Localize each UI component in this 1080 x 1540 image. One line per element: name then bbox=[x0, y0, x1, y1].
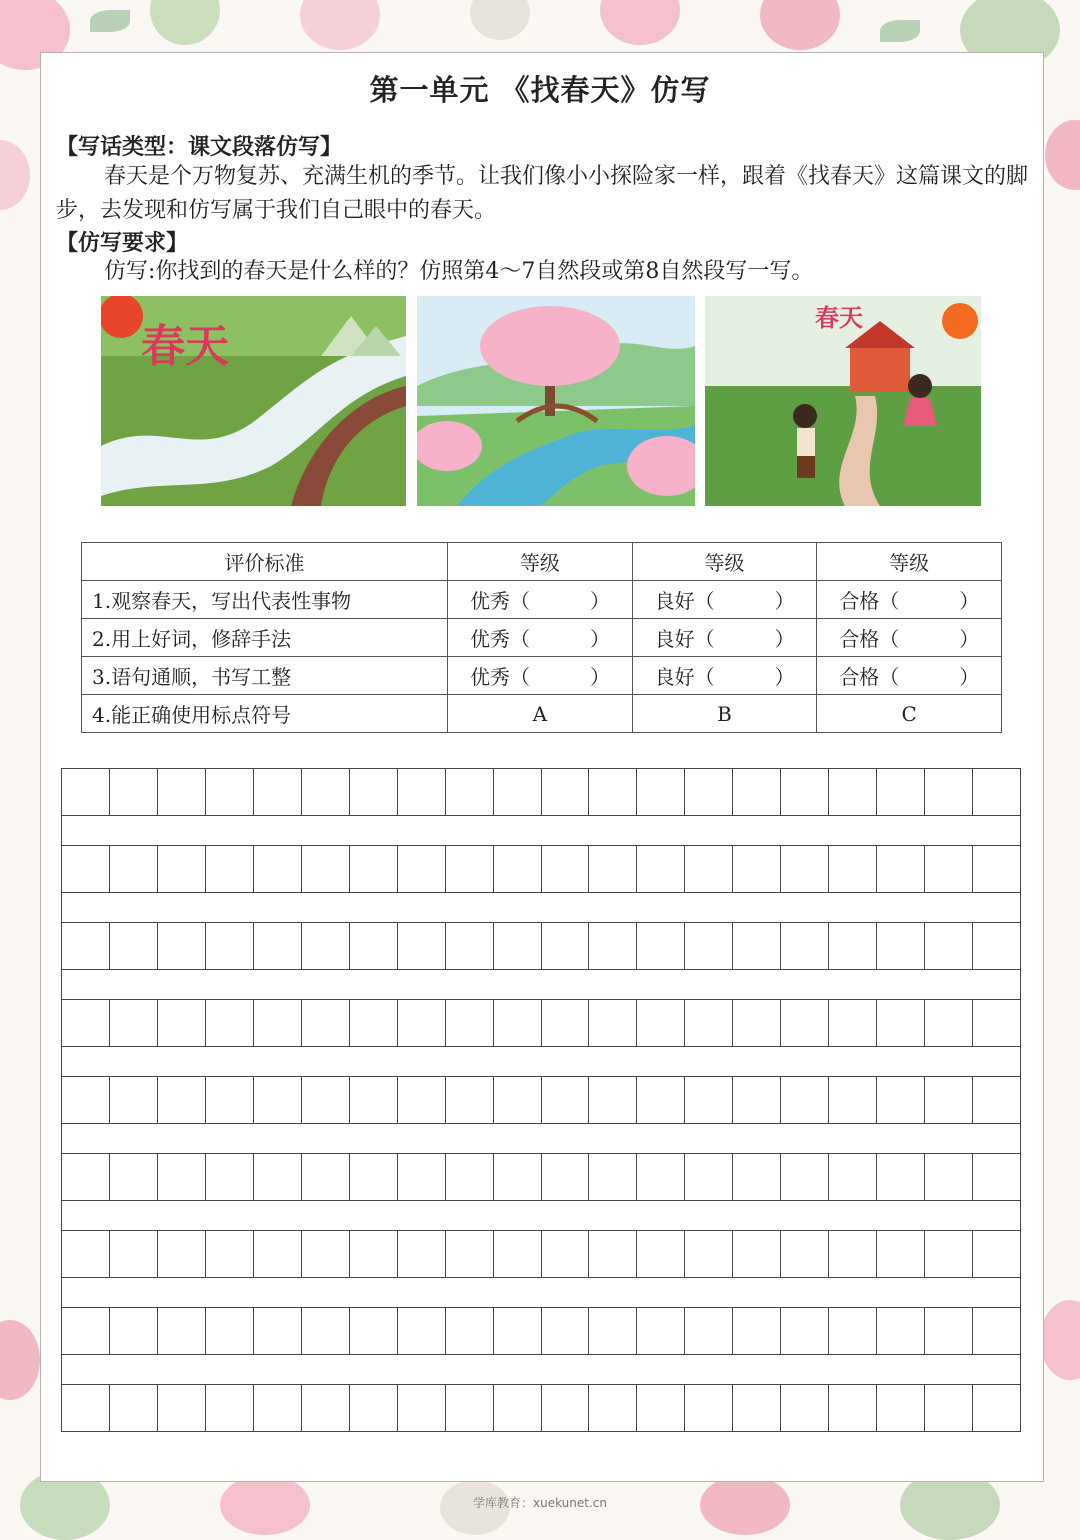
grid-cell[interactable] bbox=[733, 1077, 781, 1123]
grid-cell[interactable] bbox=[350, 1077, 398, 1123]
grid-cell[interactable] bbox=[350, 769, 398, 815]
header-grade-3: 等级 bbox=[817, 543, 1002, 581]
grid-row bbox=[61, 768, 1021, 816]
requirement-paragraph bbox=[56, 255, 1031, 289]
painting-caption: 春天 bbox=[141, 321, 229, 372]
grid-cell[interactable] bbox=[206, 769, 254, 815]
grid-cell[interactable] bbox=[206, 1000, 254, 1046]
grid-cell[interactable] bbox=[254, 1308, 302, 1354]
criteria-cell: 2.用上好词，修辞手法 bbox=[82, 619, 448, 657]
grid-cell[interactable] bbox=[62, 846, 110, 892]
grid-cell[interactable] bbox=[158, 769, 206, 815]
requirement-text: 仿写:你找到的春天是什么样的？仿照第4～7自然段或第8自然段写一写。 bbox=[104, 259, 814, 284]
grid-cell[interactable] bbox=[206, 1231, 254, 1277]
grid-cell[interactable] bbox=[302, 846, 350, 892]
grid-cell[interactable] bbox=[206, 1077, 254, 1123]
grid-cell[interactable] bbox=[494, 923, 542, 969]
writing-grid[interactable] bbox=[61, 768, 1021, 1428]
grid-cell[interactable] bbox=[110, 1077, 158, 1123]
grid-cell[interactable] bbox=[494, 1000, 542, 1046]
grid-cell[interactable] bbox=[733, 1231, 781, 1277]
grid-cell[interactable] bbox=[925, 769, 973, 815]
grid-spacer bbox=[61, 970, 1021, 1000]
grid-cell[interactable] bbox=[973, 923, 1020, 969]
criteria-cell: 1.观察春天，写出代表性事物 bbox=[82, 581, 448, 619]
grid-cell[interactable] bbox=[446, 1308, 494, 1354]
grid-cell[interactable] bbox=[973, 1000, 1020, 1046]
grid-cell[interactable] bbox=[733, 1385, 781, 1431]
grid-cell[interactable] bbox=[542, 1231, 590, 1277]
grid-cell[interactable] bbox=[733, 1154, 781, 1200]
grid-cell[interactable] bbox=[685, 769, 733, 815]
grid-cell[interactable] bbox=[398, 769, 446, 815]
grid-cell[interactable] bbox=[110, 1154, 158, 1200]
grid-cell[interactable] bbox=[62, 1154, 110, 1200]
grid-cell[interactable] bbox=[685, 1077, 733, 1123]
grid-cell[interactable] bbox=[685, 1385, 733, 1431]
grid-cell[interactable] bbox=[925, 1308, 973, 1354]
writing-type-heading: 【写话类型：课文段落仿写】 bbox=[56, 134, 343, 160]
grid-cell[interactable] bbox=[110, 846, 158, 892]
grid-cell[interactable] bbox=[110, 1308, 158, 1354]
grade-cell[interactable]: 良好（ ） bbox=[632, 657, 817, 695]
grid-cell[interactable] bbox=[637, 846, 685, 892]
page-title: 第一单元 《找春天》仿写 bbox=[369, 73, 711, 107]
grid-cell[interactable] bbox=[733, 846, 781, 892]
grid-cell[interactable] bbox=[973, 769, 1020, 815]
cherry-blossom-landscape-icon bbox=[417, 296, 695, 506]
grid-cell[interactable] bbox=[398, 846, 446, 892]
grid-cell[interactable] bbox=[637, 1231, 685, 1277]
grid-cell[interactable] bbox=[62, 923, 110, 969]
grid-cell[interactable] bbox=[62, 1308, 110, 1354]
table-row bbox=[82, 657, 1002, 695]
grid-cell[interactable] bbox=[542, 1077, 590, 1123]
grid-cell[interactable] bbox=[589, 1000, 637, 1046]
grid-cell[interactable] bbox=[446, 1077, 494, 1123]
grid-cell[interactable] bbox=[398, 1077, 446, 1123]
grid-cell[interactable] bbox=[254, 1231, 302, 1277]
grid-cell[interactable] bbox=[829, 769, 877, 815]
grade-cell[interactable]: 合格（ ） bbox=[817, 619, 1002, 657]
grid-cell[interactable] bbox=[925, 1154, 973, 1200]
grid-cell[interactable] bbox=[158, 1308, 206, 1354]
grid-cell[interactable] bbox=[685, 1000, 733, 1046]
grid-cell[interactable] bbox=[829, 846, 877, 892]
grid-cell[interactable] bbox=[446, 846, 494, 892]
grid-cell[interactable] bbox=[877, 1154, 925, 1200]
grid-row bbox=[61, 1384, 1021, 1432]
grid-cell[interactable] bbox=[446, 1154, 494, 1200]
grid-cell[interactable] bbox=[973, 1077, 1020, 1123]
grid-cell[interactable] bbox=[398, 1231, 446, 1277]
grid-cell[interactable] bbox=[254, 1154, 302, 1200]
grid-row bbox=[61, 1307, 1021, 1355]
grid-spacer bbox=[61, 1124, 1021, 1154]
grid-cell[interactable] bbox=[925, 923, 973, 969]
grid-cell[interactable] bbox=[973, 1154, 1020, 1200]
grid-cell[interactable] bbox=[158, 923, 206, 969]
grid-cell[interactable] bbox=[781, 1231, 829, 1277]
grid-cell[interactable] bbox=[398, 1000, 446, 1046]
grid-row bbox=[61, 1076, 1021, 1124]
grid-cell[interactable] bbox=[158, 1231, 206, 1277]
grid-cell[interactable] bbox=[494, 1077, 542, 1123]
grid-cell[interactable] bbox=[302, 769, 350, 815]
grid-spacer bbox=[61, 1201, 1021, 1231]
grid-cell[interactable] bbox=[542, 1385, 590, 1431]
grid-cell[interactable] bbox=[302, 1077, 350, 1123]
requirement-heading: 【仿写要求】 bbox=[56, 230, 189, 256]
grid-spacer bbox=[61, 893, 1021, 923]
grid-cell[interactable] bbox=[685, 923, 733, 969]
intro-text: 春天是个万物复苏、充满生机的季节。让我们像小小探险家一样，跟着《找春天》这篇课文的脚步，去发现和仿写属于我们自己眼中的春天。 bbox=[56, 164, 1029, 223]
grid-cell[interactable] bbox=[62, 769, 110, 815]
grid-cell[interactable] bbox=[62, 1231, 110, 1277]
grid-cell[interactable] bbox=[877, 1000, 925, 1046]
grade-cell[interactable]: 良好（ ） bbox=[632, 619, 817, 657]
grid-cell[interactable] bbox=[973, 1231, 1020, 1277]
grid-cell[interactable] bbox=[110, 1385, 158, 1431]
grid-spacer bbox=[61, 1355, 1021, 1385]
grid-cell[interactable] bbox=[206, 1154, 254, 1200]
painting-caption-2: 春天 bbox=[815, 303, 863, 332]
grade-cell[interactable]: 良好（ ） bbox=[632, 581, 817, 619]
grid-cell[interactable] bbox=[158, 1154, 206, 1200]
grid-cell[interactable] bbox=[973, 1308, 1020, 1354]
grid-row bbox=[61, 1230, 1021, 1278]
grid-cell[interactable] bbox=[542, 1154, 590, 1200]
grid-cell[interactable] bbox=[542, 1000, 590, 1046]
grid-cell[interactable] bbox=[158, 1385, 206, 1431]
spring-painting-river-icon bbox=[101, 296, 406, 506]
grid-cell[interactable] bbox=[733, 923, 781, 969]
header-grade-1: 等级 bbox=[448, 543, 633, 581]
grid-cell[interactable] bbox=[877, 1231, 925, 1277]
children-spring-path-icon bbox=[705, 296, 981, 506]
grid-cell[interactable] bbox=[350, 1154, 398, 1200]
grid-cell[interactable] bbox=[781, 1000, 829, 1046]
grid-cell[interactable] bbox=[110, 1000, 158, 1046]
grid-cell[interactable] bbox=[829, 1308, 877, 1354]
grid-cell[interactable] bbox=[877, 769, 925, 815]
grid-cell[interactable] bbox=[733, 1000, 781, 1046]
grid-cell[interactable] bbox=[925, 1000, 973, 1046]
grid-cell[interactable] bbox=[589, 1077, 637, 1123]
grid-cell[interactable] bbox=[542, 1308, 590, 1354]
grid-cell[interactable] bbox=[398, 923, 446, 969]
grid-cell[interactable] bbox=[637, 1385, 685, 1431]
grid-row bbox=[61, 1153, 1021, 1201]
grid-cell[interactable] bbox=[685, 846, 733, 892]
intro-paragraph bbox=[56, 160, 1031, 228]
grade-cell[interactable]: 合格（ ） bbox=[817, 657, 1002, 695]
grid-cell[interactable] bbox=[62, 1077, 110, 1123]
grid-row bbox=[61, 999, 1021, 1047]
grid-cell[interactable] bbox=[829, 1154, 877, 1200]
grid-cell[interactable] bbox=[685, 1154, 733, 1200]
grid-cell[interactable] bbox=[494, 1231, 542, 1277]
grid-cell[interactable] bbox=[254, 1077, 302, 1123]
table-row bbox=[82, 695, 1002, 733]
grid-cell[interactable] bbox=[494, 1308, 542, 1354]
grid-cell[interactable] bbox=[925, 1385, 973, 1431]
grid-spacer bbox=[61, 816, 1021, 846]
grid-row bbox=[61, 922, 1021, 970]
grid-cell[interactable] bbox=[829, 1385, 877, 1431]
grid-cell[interactable] bbox=[350, 1000, 398, 1046]
criteria-cell: 4.能正确使用标点符号 bbox=[82, 695, 448, 733]
grid-cell[interactable] bbox=[206, 846, 254, 892]
grid-cell[interactable] bbox=[158, 1000, 206, 1046]
grid-cell[interactable] bbox=[542, 923, 590, 969]
grid-cell[interactable] bbox=[781, 1154, 829, 1200]
footer-watermark: 学库教育：xuekunet.cn bbox=[473, 1496, 607, 1510]
grid-cell[interactable] bbox=[446, 1385, 494, 1431]
grid-cell[interactable] bbox=[302, 1000, 350, 1046]
grid-cell[interactable] bbox=[877, 1077, 925, 1123]
grid-cell[interactable] bbox=[877, 1385, 925, 1431]
grid-cell[interactable] bbox=[685, 1231, 733, 1277]
grid-cell[interactable] bbox=[206, 1308, 254, 1354]
evaluation-table bbox=[81, 542, 1002, 733]
grid-cell[interactable] bbox=[542, 846, 590, 892]
grid-cell[interactable] bbox=[206, 1385, 254, 1431]
grid-spacer bbox=[61, 1278, 1021, 1308]
grade-cell[interactable]: C bbox=[817, 695, 1002, 733]
grid-cell[interactable] bbox=[877, 1308, 925, 1354]
grid-cell[interactable] bbox=[398, 1385, 446, 1431]
grid-cell[interactable] bbox=[254, 1385, 302, 1431]
grade-cell[interactable]: 合格（ ） bbox=[817, 581, 1002, 619]
grid-cell[interactable] bbox=[254, 1000, 302, 1046]
grid-cell[interactable] bbox=[829, 1000, 877, 1046]
grid-cell[interactable] bbox=[110, 923, 158, 969]
grid-cell[interactable] bbox=[781, 769, 829, 815]
grid-cell[interactable] bbox=[398, 1154, 446, 1200]
grade-cell[interactable]: B bbox=[632, 695, 817, 733]
grid-cell[interactable] bbox=[446, 923, 494, 969]
grid-cell[interactable] bbox=[110, 1231, 158, 1277]
grid-cell[interactable] bbox=[637, 1077, 685, 1123]
grid-cell[interactable] bbox=[446, 1231, 494, 1277]
table-row bbox=[82, 619, 1002, 657]
grid-cell[interactable] bbox=[350, 1385, 398, 1431]
grid-cell[interactable] bbox=[110, 769, 158, 815]
grid-cell[interactable] bbox=[685, 1308, 733, 1354]
grid-cell[interactable] bbox=[446, 769, 494, 815]
grid-cell[interactable] bbox=[781, 1308, 829, 1354]
grid-cell[interactable] bbox=[62, 1385, 110, 1431]
criteria-cell: 3.语句通顺，书写工整 bbox=[82, 657, 448, 695]
grid-cell[interactable] bbox=[973, 846, 1020, 892]
grid-cell[interactable] bbox=[781, 923, 829, 969]
grid-cell[interactable] bbox=[925, 846, 973, 892]
grid-cell[interactable] bbox=[733, 769, 781, 815]
grid-spacer bbox=[61, 1047, 1021, 1077]
grid-cell[interactable] bbox=[877, 846, 925, 892]
grade-cell[interactable]: 优秀（ ） bbox=[448, 619, 633, 657]
grid-cell[interactable] bbox=[637, 1308, 685, 1354]
grid-cell[interactable] bbox=[589, 1154, 637, 1200]
grid-cell[interactable] bbox=[494, 1154, 542, 1200]
grid-cell[interactable] bbox=[254, 923, 302, 969]
grid-cell[interactable] bbox=[637, 923, 685, 969]
table-row bbox=[82, 581, 1002, 619]
grid-cell[interactable] bbox=[494, 769, 542, 815]
grid-cell[interactable] bbox=[350, 1308, 398, 1354]
grid-cell[interactable] bbox=[494, 846, 542, 892]
grid-cell[interactable] bbox=[589, 1231, 637, 1277]
grade-cell[interactable]: 优秀（ ） bbox=[448, 581, 633, 619]
grid-cell[interactable] bbox=[446, 1000, 494, 1046]
grid-cell[interactable] bbox=[302, 1154, 350, 1200]
grid-cell[interactable] bbox=[637, 769, 685, 815]
grid-row bbox=[61, 845, 1021, 893]
grade-cell[interactable]: 优秀（ ） bbox=[448, 657, 633, 695]
grid-cell[interactable] bbox=[542, 769, 590, 815]
grid-cell[interactable] bbox=[973, 1385, 1020, 1431]
grid-cell[interactable] bbox=[398, 1308, 446, 1354]
grid-cell[interactable] bbox=[925, 1231, 973, 1277]
grid-cell[interactable] bbox=[494, 1385, 542, 1431]
grid-cell[interactable] bbox=[350, 846, 398, 892]
grid-cell[interactable] bbox=[637, 1000, 685, 1046]
grid-cell[interactable] bbox=[302, 1231, 350, 1277]
grid-cell[interactable] bbox=[302, 1385, 350, 1431]
grid-cell[interactable] bbox=[733, 1308, 781, 1354]
grid-cell[interactable] bbox=[158, 846, 206, 892]
header-criteria: 评价标准 bbox=[82, 543, 448, 581]
grid-cell[interactable] bbox=[637, 1154, 685, 1200]
grid-cell[interactable] bbox=[350, 923, 398, 969]
grid-cell[interactable] bbox=[589, 769, 637, 815]
grid-cell[interactable] bbox=[62, 1000, 110, 1046]
grid-cell[interactable] bbox=[829, 1231, 877, 1277]
grid-cell[interactable] bbox=[302, 923, 350, 969]
grid-cell[interactable] bbox=[877, 923, 925, 969]
grid-cell[interactable] bbox=[206, 923, 254, 969]
header-grade-2: 等级 bbox=[632, 543, 817, 581]
grid-cell[interactable] bbox=[254, 846, 302, 892]
grid-cell[interactable] bbox=[589, 923, 637, 969]
grid-cell[interactable] bbox=[158, 1077, 206, 1123]
grid-cell[interactable] bbox=[781, 1077, 829, 1123]
table-header-row bbox=[82, 543, 1002, 581]
grid-cell[interactable] bbox=[589, 1385, 637, 1431]
grid-cell[interactable] bbox=[925, 1077, 973, 1123]
grid-cell[interactable] bbox=[781, 846, 829, 892]
grid-cell[interactable] bbox=[829, 1077, 877, 1123]
grid-cell[interactable] bbox=[589, 1308, 637, 1354]
grid-cell[interactable] bbox=[589, 846, 637, 892]
grid-cell[interactable] bbox=[781, 1385, 829, 1431]
grid-cell[interactable] bbox=[302, 1308, 350, 1354]
grid-cell[interactable] bbox=[254, 769, 302, 815]
grade-cell[interactable]: A bbox=[448, 695, 633, 733]
grid-cell[interactable] bbox=[829, 923, 877, 969]
grid-cell[interactable] bbox=[350, 1231, 398, 1277]
